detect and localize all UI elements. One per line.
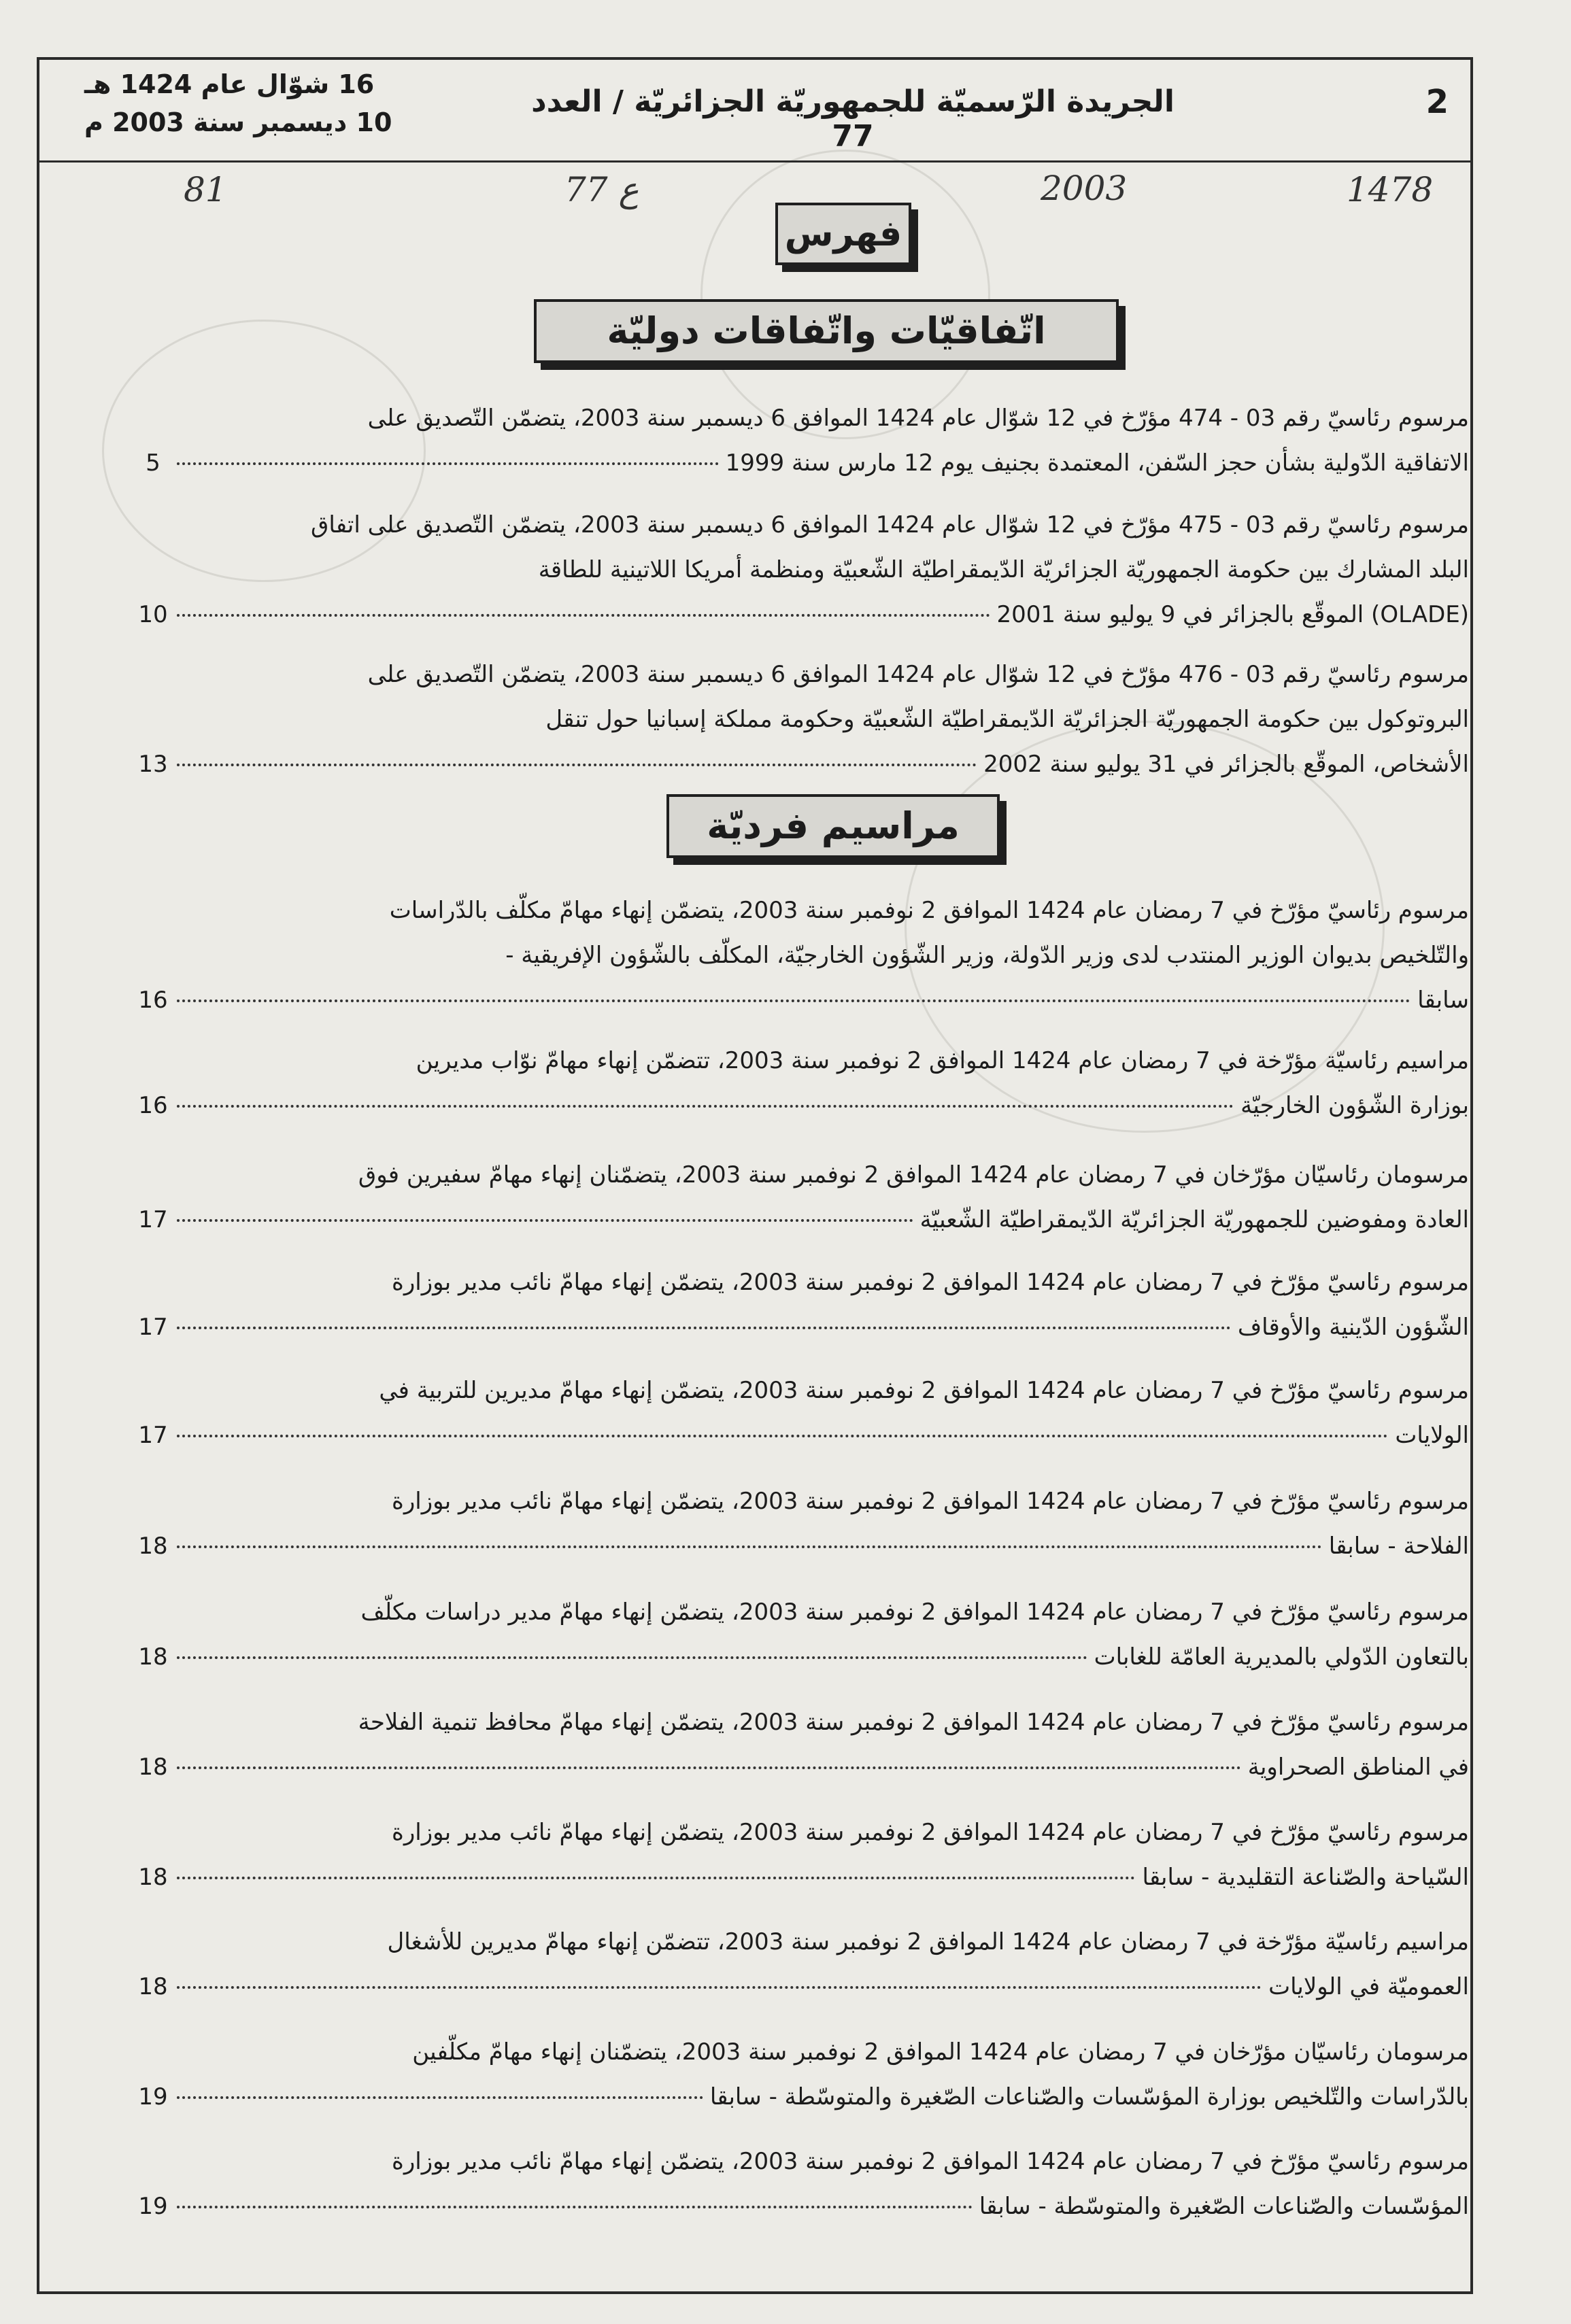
toc-page-number: 19 <box>138 2083 168 2111</box>
leader-dots <box>177 1219 913 1222</box>
leader-dots <box>177 1327 1231 1329</box>
toc-entry[interactable] <box>138 652 1469 787</box>
toc-entry[interactable] <box>138 1810 1469 1900</box>
newspaper-title: الجريدة الرّسميّة للجمهوريّة الجزائريّة / العدد 77 <box>531 84 1175 154</box>
toc-entry-line: مراسيم رئاسيّة مؤرّخة في 7 رمضان عام 1424 الموافق 2 نوفمبر سنة 2003، تتضمّن إنهاء مهامّ نوّاب مديرين <box>416 1047 1469 1074</box>
toc-page-number: 18 <box>138 1973 168 2000</box>
toc-entry-line: مرسومان رئاسيّان مؤرّخان في 7 رمضان عام 1424 الموافق 2 نوفمبر سنة 2003، يتضمّنان إنهاء مهامّ سفيرين فوق <box>358 1161 1469 1189</box>
toc-entry-line <box>170 978 1469 1023</box>
toc-entry-line: البروتوكول بين حكومة الجمهوريّة الجزائريّة الدّيمقراطيّة الشّعبيّة وحكومة مملكة إسبانيا حول تنقل <box>545 706 1469 733</box>
toc-page-number: 13 <box>138 751 168 778</box>
toc-entry-line <box>170 1197 1469 1242</box>
toc-entry-line: مرسوم رئاسيّ مؤرّخ في 7 رمضان عام 1424 الموافق 2 نوفمبر سنة 2003، يتضمّن إنهاء مهامّ نائب مدير بوزارة <box>392 1269 1469 1296</box>
toc-entry-text: (OLADE) الموقّع بالجزائر في 9 يوليو سنة 2001 <box>996 601 1469 628</box>
toc-entry-line: مرسوم رئاسيّ مؤرّخ في 7 رمضان عام 1424 الموافق 2 نوفمبر سنة 2003، يتضمّن إنهاء مهامّ مديرين للتربية في <box>379 1377 1469 1404</box>
section-heading <box>666 794 1000 858</box>
toc-page-number: 18 <box>138 1533 168 1560</box>
hijri-date: 16 شوّال عام 1424 هـ <box>84 69 375 99</box>
toc-entry-line <box>170 1964 1469 2009</box>
toc-page-number: 5 <box>146 449 161 477</box>
toc-entry-text: الولايات <box>1395 1422 1469 1449</box>
toc-entry-line <box>170 2074 1469 2119</box>
toc-entry[interactable] <box>138 2030 1469 2119</box>
section-heading <box>534 299 1119 363</box>
section-heading-text: اتّفاقيّات واتّفاقات دوليّة <box>607 309 1046 352</box>
leader-dots <box>177 1986 1262 1989</box>
toc-entry-line <box>170 1635 1469 1679</box>
toc-entry-text: بالدّراسات والتّلخيص بوزارة المؤسّسات والصّناعات الصّغيرة والمتوسّطة - سابقا <box>709 2083 1469 2111</box>
toc-entry[interactable] <box>138 2139 1469 2229</box>
leader-dots <box>177 2096 703 2099</box>
leader-dots <box>177 2206 973 2208</box>
toc-page-number: 18 <box>138 1864 168 1891</box>
page-header <box>37 60 1473 163</box>
toc-entry-line <box>170 2184 1469 2229</box>
index-title-text: فهرس <box>784 213 902 254</box>
leader-dots <box>177 1766 1241 1769</box>
leader-dots <box>177 1877 1135 1879</box>
toc-entry-line <box>170 1745 1469 1790</box>
toc-entry[interactable] <box>138 502 1469 637</box>
index-title <box>775 203 911 265</box>
toc-page-number: 16 <box>138 1092 168 1119</box>
toc-entry-line <box>170 1524 1469 1569</box>
toc-page-number: 18 <box>138 1754 168 1781</box>
toc-page-number: 17 <box>138 1422 168 1449</box>
handwritten-ref: 1478 <box>1347 170 1434 209</box>
toc-entry[interactable] <box>138 1368 1469 1458</box>
handwritten-code: 81 <box>184 170 227 209</box>
toc-entry[interactable] <box>138 1038 1469 1128</box>
leader-dots <box>177 1545 1322 1548</box>
leader-dots <box>177 764 977 766</box>
toc-page-number: 19 <box>138 2193 168 2220</box>
toc-entry-text: العادة ومفوضين للجمهوريّة الجزائريّة الدّيمقراطيّة الشّعبيّة <box>919 1206 1469 1233</box>
toc-entry-line: والتّلخيص بديوان الوزير المنتدب لدى وزير الدّولة، وزير الشّؤون الخارجيّة، المكلّف بالشّؤون الإفريقية - <box>505 942 1469 969</box>
toc-entry-text: بوزارة الشّؤون الخارجيّة <box>1240 1092 1469 1119</box>
toc-entry-line <box>170 742 1469 787</box>
toc-entry-text: الاتفاقية الدّولية بشأن حجز السّفن، المعتمدة بجنيف يوم 12 مارس سنة 1999 <box>725 449 1469 477</box>
toc-entry[interactable] <box>138 1152 1469 1242</box>
toc-entry-text: المؤسّسات والصّناعات الصّغيرة والمتوسّطة - سابقا <box>979 2193 1469 2220</box>
leader-dots <box>177 462 719 465</box>
toc-entry-line: مرسومان رئاسيّان مؤرّخان في 7 رمضان عام 1424 الموافق 2 نوفمبر سنة 2003، يتضمّنان إنهاء مهامّ مكلّفين <box>412 2038 1469 2066</box>
toc-entry[interactable] <box>146 396 1469 485</box>
toc-entry-text: العموميّة في الولايات <box>1268 1973 1469 2000</box>
toc-entry-line <box>170 1855 1469 1900</box>
toc-entry-text: سابقا <box>1417 987 1469 1014</box>
toc-entry-line: مرسوم رئاسيّ رقم 03 - 475 مؤرّخ في 12 شوّال عام 1424 الموافق 6 ديسمبر سنة 2003، يتضمّن التّصديق على اتفاق <box>310 511 1469 539</box>
toc-entry-line: مرسوم رئاسيّ رقم 03 - 476 مؤرّخ في 12 شوّال عام 1424 الموافق 6 ديسمبر سنة 2003، يتضمّن التّصديق على <box>367 661 1469 688</box>
toc-entry-line <box>170 441 1469 485</box>
toc-entry-line: مراسيم رئاسيّة مؤرّخة في 7 رمضان عام 1424 الموافق 2 نوفمبر سنة 2003، تتضمّن إنهاء مهامّ مديرين للأشغال <box>387 1928 1469 1955</box>
toc-entry-line <box>170 1305 1469 1350</box>
toc-entry[interactable] <box>138 1260 1469 1350</box>
toc-entry-line: مرسوم رئاسيّ مؤرّخ في 7 رمضان عام 1424 الموافق 2 نوفمبر سنة 2003، يتضمّن إنهاء مهامّ مدير دراسات مكلّف <box>360 1599 1469 1626</box>
toc-entry-line: مرسوم رئاسيّ رقم 03 - 474 مؤرّخ في 12 شوّال عام 1424 الموافق 6 ديسمبر سنة 2003، يتضمّن التّصديق على <box>367 405 1469 432</box>
toc-entry-text: في المناطق الصحراوية <box>1247 1754 1469 1781</box>
toc-entry[interactable] <box>138 1590 1469 1679</box>
toc-entry-text: السّياحة والصّناعة التقليدية - سابقا <box>1142 1864 1469 1891</box>
toc-entry-line <box>170 1413 1469 1458</box>
leader-dots <box>177 1435 1388 1437</box>
toc-entry-line: مرسوم رئاسيّ مؤرّخ في 7 رمضان عام 1424 الموافق 2 نوفمبر سنة 2003، يتضمّن إنهاء مهامّ محافظ تنمية الفلاحة <box>358 1709 1469 1736</box>
toc-entry-text: الأشخاص، الموقّع بالجزائر في 31 يوليو سنة 2002 <box>983 751 1469 778</box>
toc-entry[interactable] <box>138 888 1469 1023</box>
toc-entry-line: مرسوم رئاسيّ مؤرّخ في 7 رمضان عام 1424 الموافق 2 نوفمبر سنة 2003، يتضمّن إنهاء مهامّ نائب مدير بوزارة <box>392 1819 1469 1846</box>
gregorian-date: 10 ديسمبر سنة 2003 م <box>84 107 392 137</box>
handwritten-year: 2003 <box>1041 169 1128 208</box>
toc-entry-line: مرسوم رئاسيّ مؤرّخ في 7 رمضان عام 1424 الموافق 2 نوفمبر سنة 2003، يتضمّن إنهاء مهامّ مكلّف بالدّراسات <box>389 897 1469 924</box>
toc-entry-text: بالتعاون الدّولي بالمديرية العامّة للغابات <box>1094 1643 1469 1671</box>
leader-dots <box>177 1105 1234 1108</box>
toc-entry-text: الفلاحة - سابقا <box>1328 1533 1469 1560</box>
toc-entry[interactable] <box>138 1700 1469 1790</box>
toc-entry-line: مرسوم رئاسيّ مؤرّخ في 7 رمضان عام 1424 الموافق 2 نوفمبر سنة 2003، يتضمّن إنهاء مهامّ نائب مدير بوزارة <box>392 2148 1469 2175</box>
section-heading-text: مراسيم فرديّة <box>707 804 960 847</box>
toc-entry-line <box>170 1083 1469 1128</box>
leader-dots <box>177 614 990 617</box>
leader-dots <box>177 1656 1087 1659</box>
toc-entry-text: الشّؤون الدّينية والأوقاف <box>1237 1314 1469 1341</box>
toc-page-number: 17 <box>138 1206 168 1233</box>
leader-dots <box>177 999 1410 1002</box>
toc-page-number: 17 <box>138 1314 168 1341</box>
toc-page-number: 16 <box>138 987 168 1014</box>
page-number: 2 <box>1425 83 1449 121</box>
toc-page-number: 10 <box>138 601 168 628</box>
toc-entry-line: البلد المشارك بين حكومة الجمهوريّة الجزائريّة الدّيمقراطيّة الشّعبيّة ومنظمة أمريكا اللاتينية للطاقة <box>538 556 1469 583</box>
toc-entry[interactable] <box>138 1479 1469 1569</box>
toc-page-number: 18 <box>138 1643 168 1671</box>
toc-entry-line: مرسوم رئاسيّ مؤرّخ في 7 رمضان عام 1424 الموافق 2 نوفمبر سنة 2003، يتضمّن إنهاء مهامّ نائب مدير بوزارة <box>392 1488 1469 1515</box>
handwritten-issue: 77 ع <box>564 170 639 209</box>
toc-entry-line <box>170 592 1469 637</box>
toc-entry[interactable] <box>138 1919 1469 2009</box>
